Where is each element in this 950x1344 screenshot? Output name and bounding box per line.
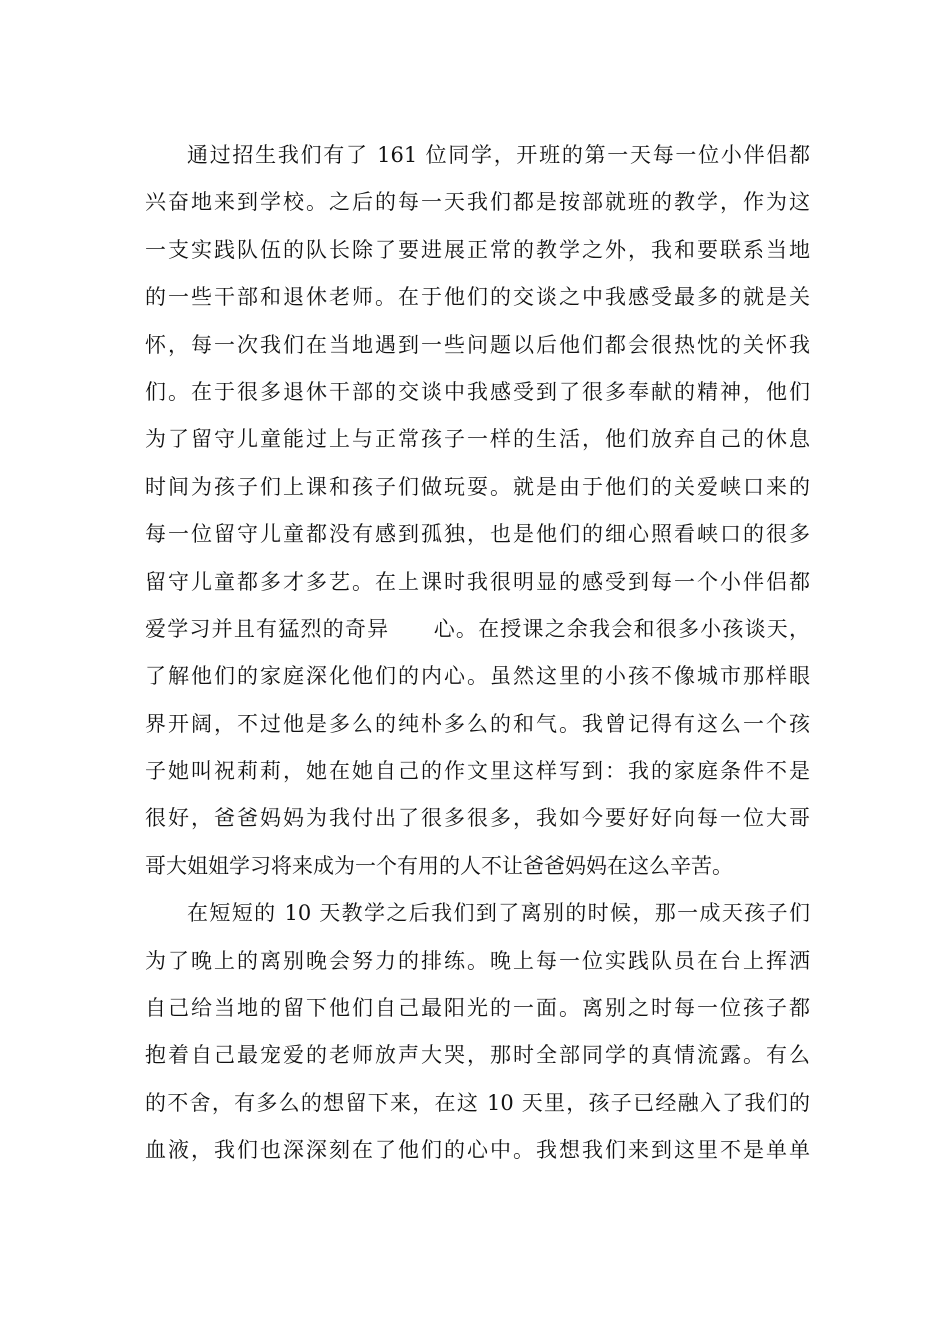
text-line: 血液，我们也深深刻在了他们的心中。我想我们来到这里不是单单	[145, 1138, 810, 1163]
text-line: 哥大姐姐学习将来成为一个有用的人不让爸爸妈妈在这么辛苦。	[145, 853, 733, 878]
text-line: 通过招生我们有了 161 位同学，开班的第一天每一位小伴侣都	[187, 143, 810, 167]
text-line: 了解他们的家庭深化他们的内心。虽然这里的小孩不像城市那样眼	[145, 664, 810, 689]
text-line: 在短短的 10 天教学之后我们到了离别的时候，那一成天孩子们	[187, 901, 810, 926]
text-line: 兴奋地来到学校。之后的每一天我们都是按部就班的教学，作为这	[145, 190, 810, 215]
paragraph-2	[145, 890, 810, 1174]
text-line: 为了留守儿童能过上与正常孩子一样的生活，他们放弃自己的休息	[145, 427, 810, 452]
text-line: 子她叫祝莉莉，她在她自己的作文里这样写到：我的家庭条件不是	[145, 759, 810, 784]
text-line: 的一些干部和退休老师。在于他们的交谈之中我感受最多的就是关	[145, 285, 810, 310]
text-line: 时间为孩子们上课和孩子们做玩耍。就是由于他们的关爱峡口来的	[145, 474, 810, 499]
text-line: 爱学习并且有猛烈的奇异 心。在授课之余我会和很多小孩谈天，	[145, 616, 810, 641]
text-line: 很好，爸爸妈妈为我付出了很多很多，我如今要好好向每一位大哥	[145, 806, 810, 831]
text-line: 为了晚上的离别晚会努力的排练。晚上每一位实践队员在台上挥洒	[145, 948, 810, 973]
text-line: 自己给当地的留下他们自己最阳光的一面。离别之时每一位孩子都	[145, 996, 810, 1021]
text-line: 抱着自己最宠爱的老师放声大哭，那时全部同学的真情流露。有么	[145, 1043, 810, 1068]
text-line: 每一位留守儿童都没有感到孤独，也是他们的细心照看峡口的很多	[145, 522, 810, 547]
paragraph-1	[145, 132, 810, 890]
text-line: 们。在于很多退休干部的交谈中我感受到了很多奉献的精神，他们	[145, 379, 810, 404]
text-line: 留守儿童都多才多艺。在上课时我很明显的感受到每一个小伴侣都	[145, 569, 810, 594]
text-line: 的不舍，有多么的想留下来，在这 10 天里，孩子已经融入了我们的	[145, 1090, 810, 1115]
text-line: 一支实践队伍的队长除了要进展正常的教学之外，我和要联系当地	[145, 237, 810, 262]
text-line: 怀，每一次我们在当地遇到一些问题以后他们都会很热忱的关怀我	[145, 332, 810, 357]
text-line: 界开阔，不过他是多么的纯朴多么的和气。我曾记得有这么一个孩	[145, 711, 810, 736]
document-body	[145, 132, 810, 1175]
